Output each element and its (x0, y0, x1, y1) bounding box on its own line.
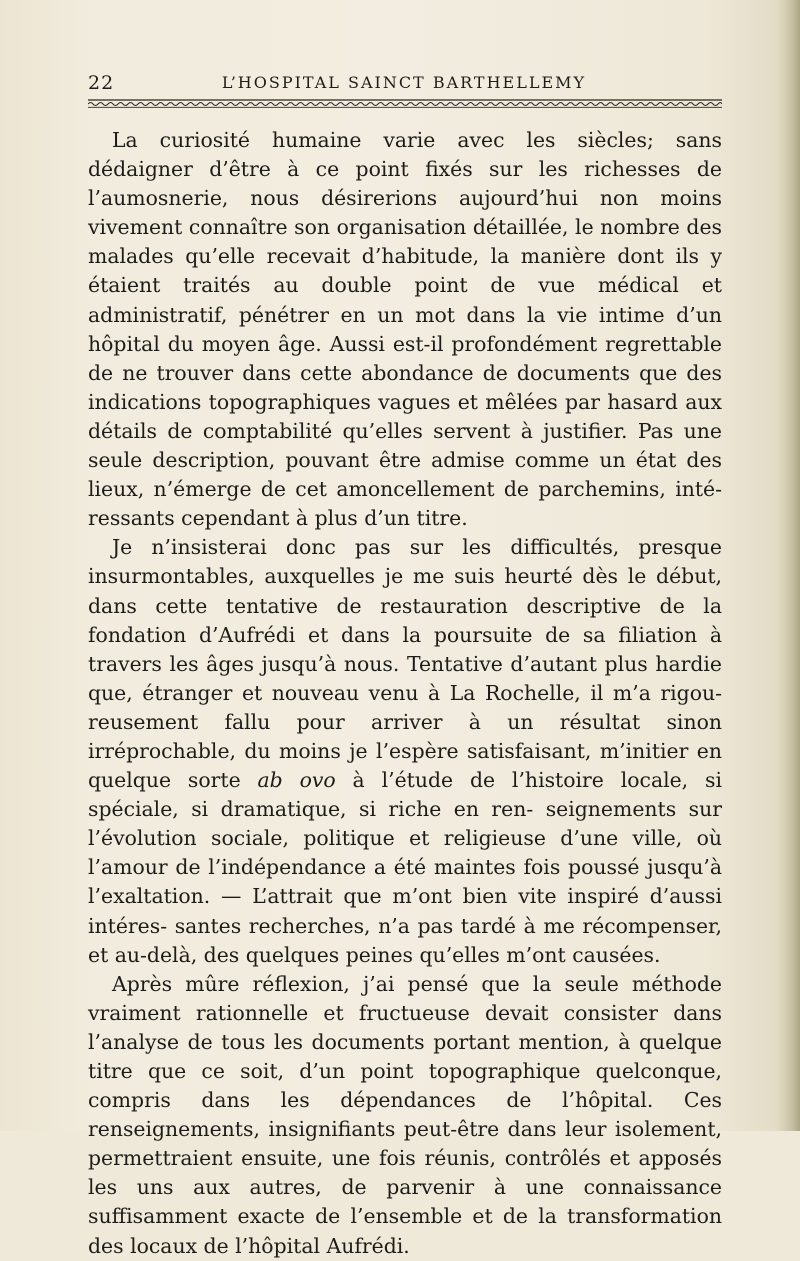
paragraph-2-start: Je n’insisterai donc pas sur les difficultés, presque insurmontables, auxquelles je me suis heurté dès le début, dans cette tentative de restauration descriptive de la fondation d’Aufrédi et dans la poursuite de sa filiation à travers les âges jusqu’à nous. Tentative d’autant plus hardie que, étranger et nouveau venu à La Rochelle, il m’a rigou- reusement fallu pour arriver à un résultat sinon irréprochable, du moins je l’espère satisfaisant, m’initier en quelque sorte (88, 535, 722, 793)
paragraph-2-end: à l’étude de l’histoire locale, si spéciale, si dramatique, si riche en ren- seignements sur l’évolution sociale, politique et religieuse d’une ville, où l’amour de l’indépendance a été maintes fois poussé jusqu’à l’exaltation. — L’attrait que m’ont bien vite inspiré d’aussi intéres- santes recherches, n’a pas tardé à me récompenser, et au-delà, des quelques peines qu’elles m’ont causées. (88, 768, 723, 967)
ornamental-wavy-rule (88, 98, 722, 108)
running-head (88, 72, 720, 96)
paragraph-3: Après mûre réflexion, j’ai pensé que la seule méthode vraiment rationnelle et fructueuse devait consister dans l’analyse de tous les documents portant mention, à quelque titre que ce soit, d’un point topographique quelconque, compris dans les dépendances de l’hôpital. Ces renseignements, insignifiants peut-être dans leur isolement, permettraient ensuite, une fois réunis, contrôlés et apposés les uns aux autres, de parvenir à une connaissance suffisamment exacte de l’ensemble et de la transformation des locaux de l’hôpital Aufrédi. (88, 971, 722, 1258)
paragraph-2 (88, 533, 722, 969)
page-edge-shadow (778, 0, 800, 1131)
paragraph-1: La curiosité humaine varie avec les siècles; sans dédaigner d’être à ce point fixés sur les richesses de l’aumosnerie, nous désirerions aujourd’hui non moins vivement connaître son organisation détaillée, le nombre des malades qu’elle recevait d’habitude, la manière dont ils y étaient traités au double point de vue médical et administratif, pénétrer en un mot dans la vie intime d’un hôpital du moyen âge. Aussi est-il profondément regrettable de ne trouver dans cette abondance de documents que des indications topographiques vagues et mêlées par hasard aux détails de comptabilité qu’elles servent à justifier. Pas une seule description, pouvant être admise comme un état des lieux, n’émerge de cet amoncellement de parchemins, inté- ressants cependant à plus d’un titre. (88, 128, 722, 531)
page-number: 22 (88, 72, 115, 94)
running-title: L’HOSPITAL SAINCT BARTHELLEMY (221, 73, 587, 92)
body-text (88, 126, 722, 1261)
latin-phrase: ab ovo (257, 768, 336, 793)
